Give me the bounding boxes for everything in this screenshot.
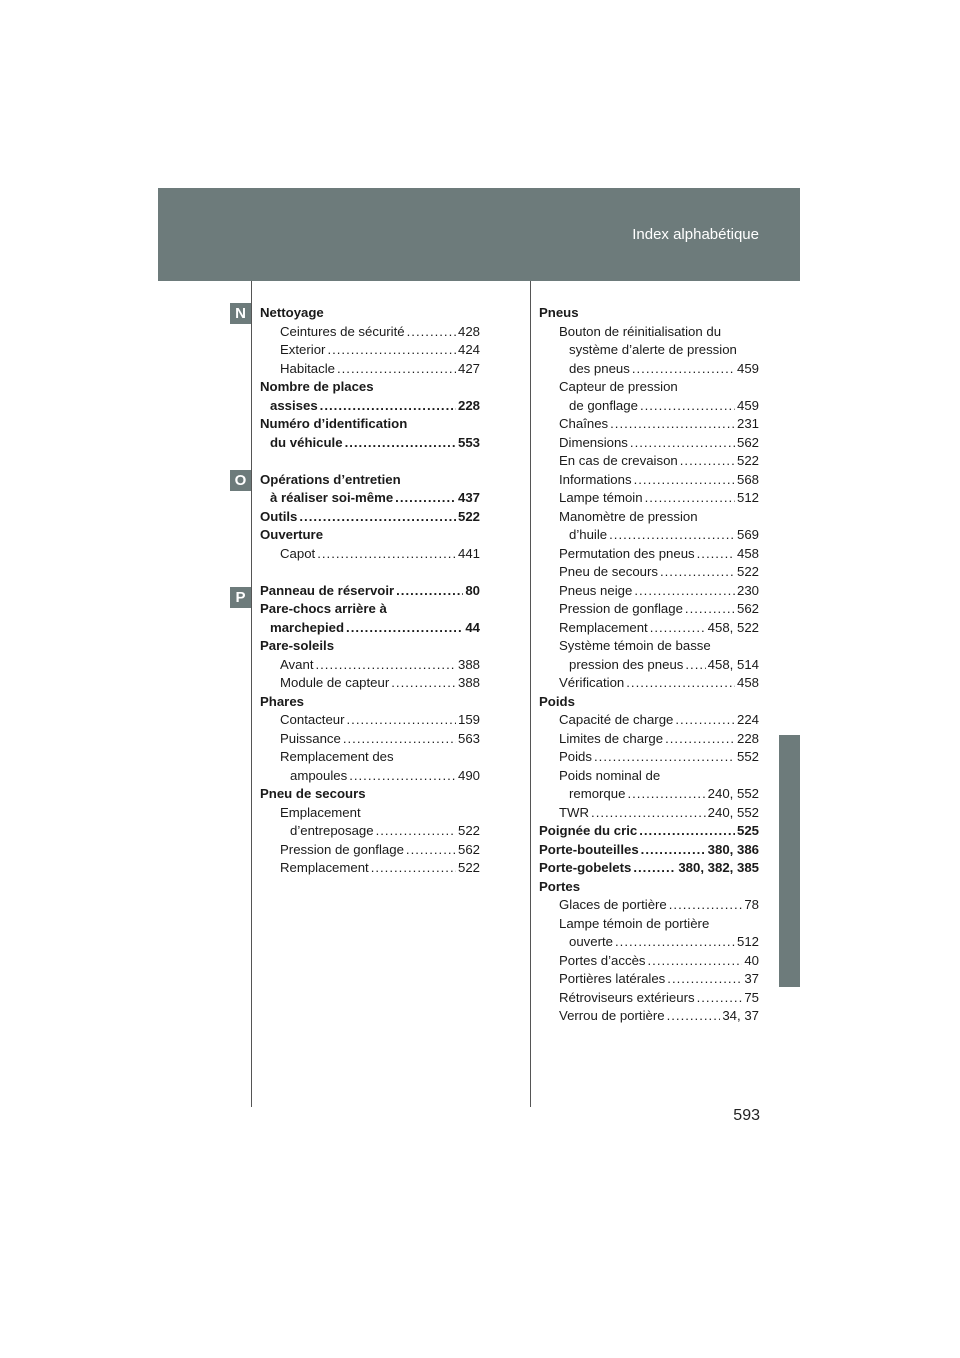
entry-term: Pare-chocs arrière à	[260, 601, 387, 616]
index-entry	[260, 804, 480, 823]
leader-dots	[345, 434, 456, 453]
leader-dots	[395, 489, 456, 508]
index-entry	[539, 341, 759, 360]
leader-dots	[667, 1007, 721, 1026]
index-column-left	[260, 304, 480, 878]
index-entry	[260, 582, 480, 601]
leader-dots	[627, 785, 705, 804]
index-entry	[539, 933, 759, 952]
entry-page-ref: 512	[736, 934, 759, 949]
entry-page-ref: 159	[457, 712, 480, 727]
index-entry	[539, 804, 759, 823]
entry-term: d’entreposage	[290, 823, 374, 838]
entry-term: Porte-bouteilles	[539, 841, 639, 857]
index-entry	[260, 360, 480, 379]
leader-dots	[407, 323, 456, 342]
entry-term: Ouverture	[260, 527, 324, 542]
index-entry	[260, 637, 480, 656]
entry-term: Capteur de pression	[559, 379, 678, 394]
leader-dots	[685, 656, 705, 675]
leader-dots	[675, 711, 735, 730]
entry-page-ref: 552	[736, 749, 759, 764]
entry-page-ref: 40	[744, 952, 759, 968]
leader-dots	[376, 822, 456, 841]
index-entry	[539, 1007, 759, 1026]
entry-term: Remplacement	[559, 619, 648, 635]
index-entry	[539, 434, 759, 453]
column-divider-center	[530, 281, 531, 1107]
leader-dots	[669, 896, 743, 915]
index-entry	[260, 415, 480, 434]
entry-page-ref: 437	[457, 490, 480, 505]
index-entry	[260, 600, 480, 619]
leader-dots	[641, 841, 706, 860]
entry-page-ref: 75	[744, 989, 759, 1005]
entry-term: Remplacement	[280, 860, 369, 875]
index-entry	[260, 841, 480, 860]
leader-dots	[665, 730, 735, 749]
leader-dots	[371, 859, 456, 878]
index-entry	[539, 822, 759, 841]
entry-term: Panneau de réservoir	[260, 582, 395, 598]
entry-page-ref: 562	[736, 434, 759, 450]
entry-page-ref: 525	[736, 823, 759, 838]
entry-term: pression des pneus	[569, 656, 684, 672]
index-entry	[539, 397, 759, 416]
entry-term: Chaînes	[559, 416, 609, 431]
entry-term: marchepied	[270, 619, 345, 635]
entry-term: Pneu de secours	[260, 786, 366, 801]
entry-term: Dimensions	[559, 434, 628, 450]
index-entry	[260, 767, 480, 786]
leader-dots	[660, 563, 735, 582]
index-entry	[539, 545, 759, 564]
entry-page-ref: 424	[457, 342, 480, 357]
entry-term: Poids	[559, 749, 592, 764]
entry-term: Poignée du cric	[539, 823, 638, 838]
entry-page-ref: 427	[457, 360, 480, 376]
entry-page-ref: 458	[736, 675, 759, 690]
leader-dots	[634, 582, 735, 601]
entry-page-ref: 562	[457, 841, 480, 857]
leader-dots	[632, 360, 735, 379]
entry-term: En cas de crevaison	[559, 453, 678, 468]
index-entry	[260, 545, 480, 564]
index-entry	[260, 397, 480, 416]
leader-dots	[639, 822, 735, 841]
leader-dots	[320, 397, 456, 416]
entry-term: Habitacle	[280, 360, 335, 376]
entry-page-ref: 228	[457, 397, 480, 413]
column-divider-left	[251, 281, 252, 1107]
entry-term: Ceintures de sécurité	[280, 323, 405, 339]
index-entry	[260, 656, 480, 675]
header-title: Index alphabétique	[632, 226, 759, 243]
index-entry	[539, 526, 759, 545]
entry-page-ref: 522	[736, 564, 759, 579]
entry-page-ref: 568	[736, 471, 759, 487]
entry-page-ref: 34, 37	[722, 1008, 759, 1023]
entry-term: Verrou de portière	[559, 1008, 665, 1023]
entry-term: ouverte	[569, 934, 613, 949]
index-entry	[260, 341, 480, 360]
entry-term: Poids nominal de	[559, 767, 661, 783]
entry-page-ref: 428	[457, 323, 480, 339]
letter-tab-p: P	[230, 587, 251, 608]
index-entry	[260, 693, 480, 712]
entry-term: Porte-gobelets	[539, 860, 632, 875]
entry-page-ref: 230	[736, 582, 759, 598]
entry-term: Portières latérales	[559, 971, 666, 986]
index-entry	[539, 600, 759, 619]
index-entry	[539, 859, 759, 878]
index-entry	[260, 748, 480, 767]
entry-term: Nombre de places	[260, 379, 374, 394]
leader-dots	[609, 526, 735, 545]
index-entry	[539, 489, 759, 508]
entry-term: Outils	[260, 508, 298, 524]
index-entry	[539, 452, 759, 471]
index-entry	[539, 693, 759, 712]
entry-page-ref: 37	[744, 971, 759, 986]
leader-dots	[633, 859, 676, 878]
index-entry	[539, 970, 759, 989]
entry-page-ref: 522	[457, 823, 480, 838]
leader-dots	[349, 767, 456, 786]
entry-page-ref: 522	[457, 508, 480, 524]
entry-term: Informations	[559, 471, 632, 487]
page-header	[158, 188, 800, 281]
entry-term: Poids	[539, 693, 575, 709]
entry-term: Phares	[260, 693, 304, 709]
leader-dots	[299, 508, 456, 527]
leader-dots	[626, 674, 735, 693]
leader-dots	[640, 397, 735, 416]
index-entry	[539, 711, 759, 730]
index-entry	[539, 878, 759, 897]
index-entry	[539, 508, 759, 527]
index-entry	[539, 323, 759, 342]
entry-page-ref: 522	[457, 860, 480, 875]
entry-page-ref: 490	[457, 767, 480, 783]
entry-page-ref: 441	[457, 545, 480, 561]
entry-page-ref: 78	[744, 897, 759, 912]
entry-page-ref: 388	[457, 656, 480, 672]
leader-dots	[343, 730, 456, 749]
index-entry	[260, 508, 480, 527]
index-entry	[539, 360, 759, 379]
index-entry	[260, 471, 480, 490]
entry-term: à réaliser soi-même	[270, 490, 394, 505]
entry-term: Système témoin de basse	[559, 638, 711, 653]
leader-dots	[315, 656, 456, 675]
index-entry	[260, 785, 480, 804]
leader-dots	[327, 341, 456, 360]
index-entry	[539, 841, 759, 860]
index-entry	[260, 489, 480, 508]
entry-term: Rétroviseurs extérieurs	[559, 989, 695, 1005]
entry-term: de gonflage	[569, 397, 638, 413]
entry-term: TWR	[559, 804, 590, 820]
index-entry	[260, 378, 480, 397]
index-entry	[539, 674, 759, 693]
leader-dots	[680, 452, 735, 471]
index-entry	[539, 989, 759, 1008]
entry-term: Numéro d’identification	[260, 416, 408, 431]
page-number: 593	[733, 1107, 760, 1124]
index-entry	[260, 304, 480, 323]
entry-term: Puissance	[280, 730, 341, 746]
entry-term: des pneus	[569, 360, 630, 376]
entry-term: Pression de gonflage	[280, 841, 404, 857]
index-entry	[539, 471, 759, 490]
leader-dots	[615, 933, 735, 952]
leader-dots	[610, 415, 735, 434]
entry-page-ref: 563	[457, 730, 480, 746]
entry-term: Pare-soleils	[260, 638, 335, 653]
entry-term: Remplacement des	[280, 749, 394, 764]
index-entry	[539, 915, 759, 934]
index-entry	[539, 563, 759, 582]
index-entry	[539, 730, 759, 749]
index-entry	[539, 896, 759, 915]
entry-term: Portes	[539, 878, 581, 894]
entry-term: Pneus	[539, 305, 579, 320]
entry-page-ref: 458, 522	[707, 619, 759, 635]
entry-term: Module de capteur	[280, 675, 390, 690]
entry-page-ref: 459	[736, 360, 759, 376]
entry-page-ref: 388	[457, 675, 480, 690]
index-entry	[260, 434, 480, 453]
entry-term: Capot	[280, 545, 316, 561]
entry-page-ref: 569	[736, 527, 759, 542]
entry-term: remorque	[569, 786, 626, 801]
leader-dots	[630, 434, 735, 453]
entry-term: d’huile	[569, 527, 608, 542]
index-entry	[539, 748, 759, 767]
leader-dots	[391, 674, 456, 693]
entry-term: du véhicule	[270, 434, 343, 450]
leader-dots	[685, 600, 735, 619]
letter-tab-n: N	[230, 303, 251, 324]
entry-page-ref: 240, 552	[707, 786, 759, 801]
index-entry	[539, 304, 759, 323]
entry-page-ref: 228	[736, 730, 759, 746]
leader-dots	[591, 804, 706, 823]
entry-page-ref: 224	[736, 712, 759, 727]
entry-term: Lampe témoin de portière	[559, 915, 710, 931]
index-entry	[260, 711, 480, 730]
entry-term: Capacité de charge	[559, 712, 674, 727]
index-entry	[539, 952, 759, 971]
entry-page-ref: 240, 552	[707, 804, 759, 820]
leader-dots	[594, 748, 735, 767]
index-entry	[539, 415, 759, 434]
entry-term: Pneus neige	[559, 582, 633, 598]
entry-term: Vérification	[559, 675, 625, 690]
index-entry	[539, 637, 759, 656]
index-entry	[539, 785, 759, 804]
index-column-right	[539, 304, 759, 1026]
entry-term: Portes d’accès	[559, 952, 646, 968]
entry-page-ref: 512	[736, 490, 759, 505]
leader-dots	[648, 952, 743, 971]
leader-dots	[697, 989, 743, 1008]
index-entry	[260, 859, 480, 878]
index-entry	[539, 378, 759, 397]
entry-term: Lampe témoin	[559, 490, 643, 505]
entry-page-ref: 231	[736, 416, 759, 431]
entry-term: Exterior	[280, 342, 326, 357]
index-entry	[539, 767, 759, 786]
section-thumb-tab	[779, 735, 800, 987]
leader-dots	[645, 489, 735, 508]
entry-term: Limites de charge	[559, 730, 664, 746]
index-entry	[260, 822, 480, 841]
index-entry	[539, 582, 759, 601]
leader-dots	[396, 582, 463, 601]
index-entry	[260, 730, 480, 749]
index-entry	[260, 526, 480, 545]
index-entry	[260, 674, 480, 693]
leader-dots	[406, 841, 456, 860]
entry-page-ref: 80	[465, 582, 480, 598]
entry-term: Pneu de secours	[559, 564, 658, 579]
entry-term: Contacteur	[280, 712, 345, 727]
entry-page-ref: 522	[736, 453, 759, 468]
entry-term: ampoules	[290, 767, 348, 783]
entry-term: Avant	[280, 656, 314, 672]
entry-page-ref: 562	[736, 601, 759, 616]
index-entry	[539, 656, 759, 675]
leader-dots	[634, 471, 735, 490]
leader-dots	[317, 545, 456, 564]
entry-term: Opérations d’entretien	[260, 471, 401, 487]
letter-tab-o: O	[230, 470, 251, 491]
entry-term: assises	[270, 397, 318, 413]
leader-dots	[346, 619, 463, 638]
entry-term: Nettoyage	[260, 305, 324, 320]
entry-page-ref: 459	[736, 397, 759, 413]
index-entry	[260, 619, 480, 638]
entry-page-ref: 458, 514	[707, 656, 759, 672]
index-entry	[260, 323, 480, 342]
entry-page-ref: 458	[736, 545, 759, 561]
entry-page-ref: 553	[457, 434, 480, 450]
entry-term: Manomètre de pression	[559, 508, 698, 524]
leader-dots	[697, 545, 735, 564]
leader-dots	[650, 619, 706, 638]
entry-page-ref: 44	[465, 619, 480, 635]
entry-term: système d’alerte de pression	[569, 342, 737, 357]
entry-term: Emplacement	[280, 804, 361, 820]
leader-dots	[337, 360, 456, 379]
entry-term: Glaces de portière	[559, 897, 667, 912]
entry-term: Pression de gonflage	[559, 601, 683, 616]
leader-dots	[667, 970, 742, 989]
entry-page-ref: 380, 382, 385	[678, 860, 759, 875]
index-entry	[539, 619, 759, 638]
entry-page-ref: 380, 386	[707, 841, 759, 857]
leader-dots	[347, 711, 456, 730]
entry-term: Permutation des pneus	[559, 545, 695, 561]
entry-term: Bouton de réinitialisation du	[559, 323, 722, 339]
